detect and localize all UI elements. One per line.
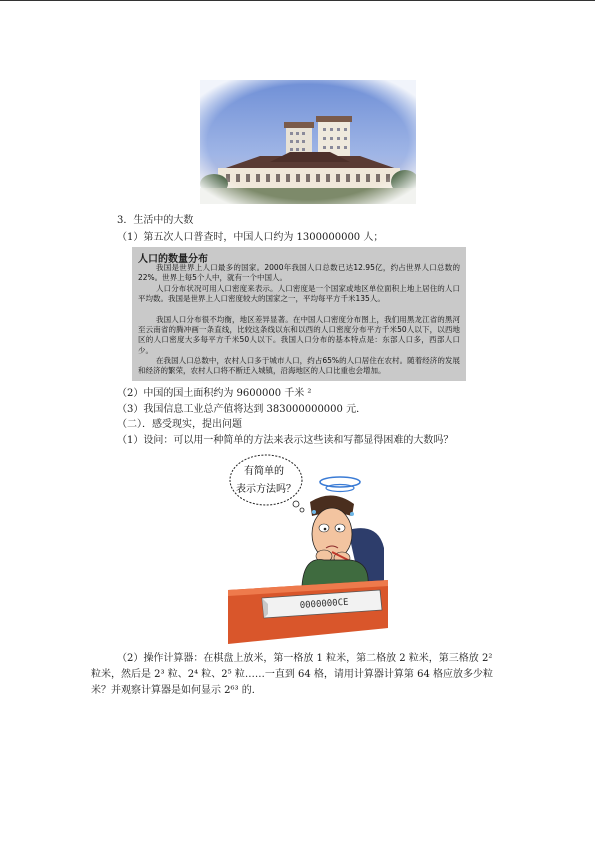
question-1: （1）设问：可以用一种简单的方法来表示这些读和写都显得困难的大数吗？ — [117, 435, 454, 446]
bubble-text-line1: 有简单的 — [244, 466, 284, 477]
section3-heading: 3．生活中的大数 — [117, 215, 194, 226]
item-land-area: （2）中国的国土面积约为 9600000 千米 ² — [117, 388, 312, 399]
section-two-heading: （二）．感受现实，提出问题 — [117, 419, 242, 430]
operation-line-2: 粒米，然后是 2³ 粒、2⁴ 粒、2⁵ 粒……一直到 64 格，请用计算器计算第 64 格应放多少粒 — [91, 669, 493, 680]
item-industry-output: （3）我国信息工业总产值将达到 383000000000 元． — [117, 404, 367, 415]
page-top-rule — [0, 0, 595, 1]
info-paragraph-2: 人口分布状况可用人口密度来表示。人口密度是一个国家或地区单位面积上地上居住的人口平均数。我国是世界上人口密度较大的国家之一，平均每平方千米135人。 — [138, 284, 460, 304]
operation-line-3: 米？并观察计算器是如何显示 2⁶³ 的． — [91, 685, 262, 696]
info-paragraph-1: 我国是世界上人口最多的国家。2000年我国人口总数已达12.95亿，约占世界人口总数的22%。世界上每5个人中，就有一个中国人。 — [138, 263, 460, 283]
bubble-text-line2: 表示方法吗？ — [236, 484, 296, 495]
building-photo — [200, 80, 416, 204]
info-paragraph-4: 在我国人口总数中，农村人口多于城市人口，约占65%的人口居住在农村。随着经济的发展和经济的繁荣，农村人口将不断迁入城镇，沿海地区的人口比重也会增加。 — [138, 356, 460, 376]
info-paragraph-3: 我国人口分布很不均衡，地区差异显著。在中国人口密度分布图上，我们用黑龙江省的黑河至云南省的腾冲画一条直线，比较这条线以东和以西的人口密度分布平方千米50人以下，以西地区的人口密度大多每平方千米50人以下。我国人口分布的基本特点是：东部人口多，西部人口少。 — [138, 315, 460, 355]
info-box-title: 人口的数量分布 — [138, 254, 208, 265]
population-info-box — [132, 247, 466, 381]
confused-student-cartoon — [228, 452, 388, 644]
item-population: （1）第五次人口普查时，中国人口约为 1300000000 人； — [117, 232, 384, 243]
operation-line-1: （2）操作计算器：在棋盘上放米，第一格放 1 粒米，第二格放 2 粒米，第三格放 2² — [117, 653, 493, 664]
calculator-display: 0000000CE — [299, 597, 349, 611]
